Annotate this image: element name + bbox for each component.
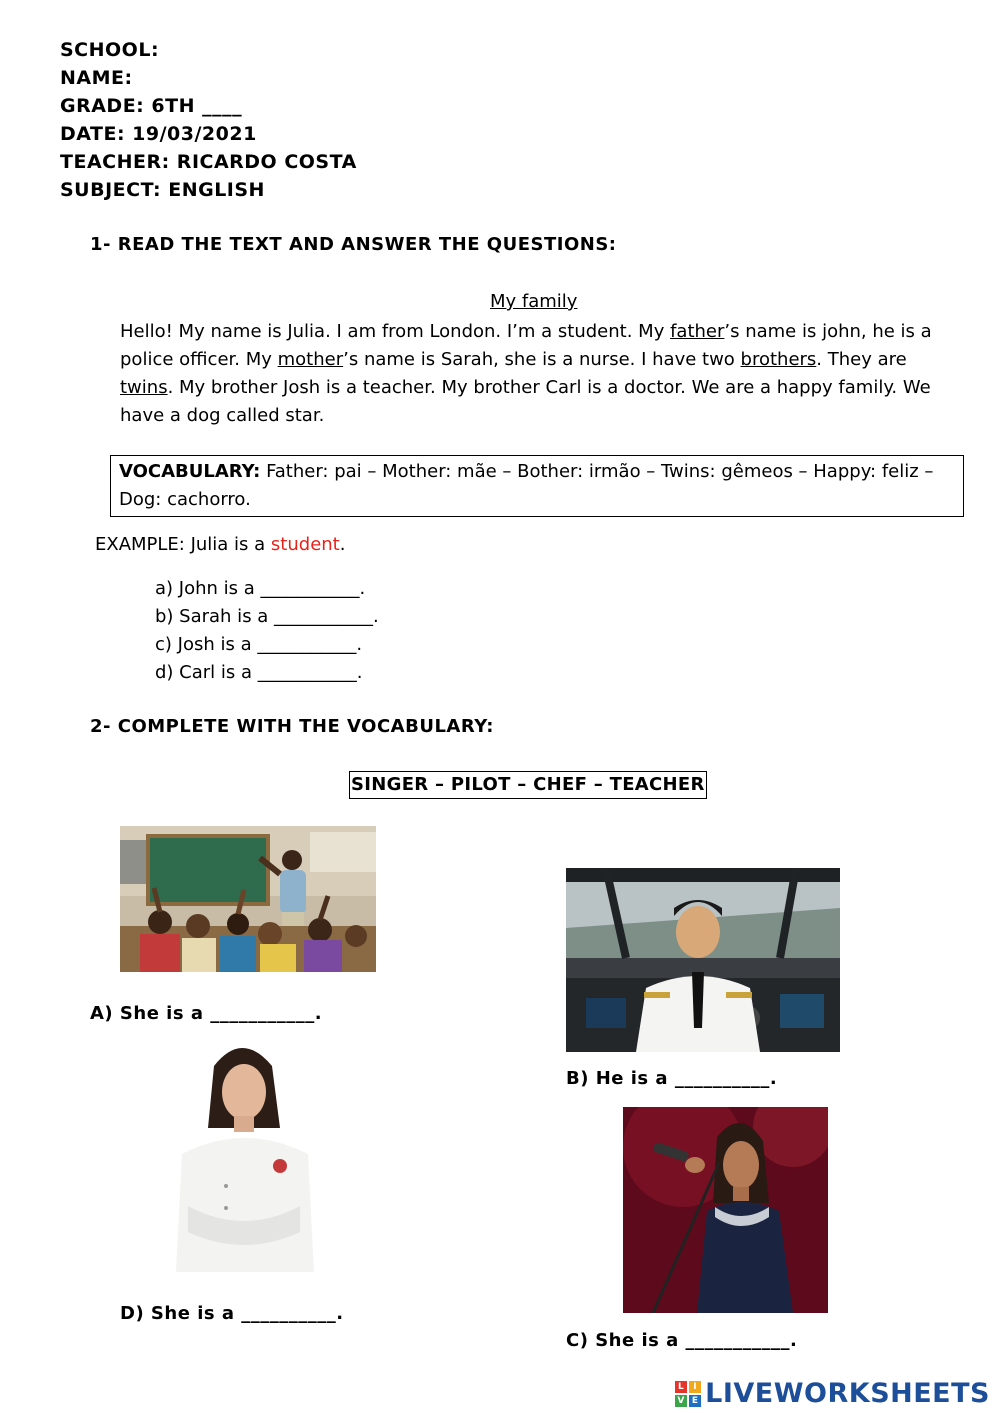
question-d[interactable]: d) Carl is a ___________. (155, 662, 363, 683)
underlined-word-twins: twins (120, 377, 168, 398)
caption-d[interactable]: D) She is a __________. (120, 1303, 344, 1324)
vocabulary-label: VOCABULARY: (119, 461, 261, 482)
grade-field: GRADE: 6TH ____ (60, 95, 243, 117)
example-answer: student (270, 534, 340, 555)
questions-list (155, 575, 379, 687)
logo-mark-letter: L (675, 1381, 687, 1393)
chef-photo (168, 1036, 322, 1272)
example-suffix: . (339, 534, 346, 555)
worksheet-header (60, 36, 357, 204)
logo-mark-letter: I (689, 1381, 701, 1393)
teacher-field: TEACHER: RICARDO COSTA (60, 151, 357, 173)
text-title: My family (490, 291, 578, 312)
name-field: NAME: (60, 67, 133, 89)
underlined-word-mother: mother (277, 349, 344, 370)
section1-heading: 1- READ THE TEXT AND ANSWER THE QUESTIONS: (90, 234, 617, 255)
caption-c[interactable]: C) She is a ___________. (566, 1330, 798, 1351)
singer-stage-photo (623, 1107, 828, 1313)
vocabulary-text: Father: pai – Mother: mãe – Bother: irmão – Twins: gêmeos – Happy: feliz – Dog: cachorro. (119, 461, 934, 510)
pilot-cockpit-photo (566, 868, 840, 1052)
passage-part: ’s name is Sarah, she is a nurse. I have two (343, 349, 741, 370)
passage-part: Hello! My name is Julia. I am from London. I’m a student. My (120, 321, 671, 342)
question-c[interactable]: c) Josh is a ___________. (155, 634, 363, 655)
date-field: DATE: 19/03/2021 (60, 123, 257, 145)
vocabulary-box (110, 455, 964, 517)
passage-part: . My brother Josh is a teacher. My brother Carl is a doctor. We are a happy family. We have a dog called star. (120, 377, 931, 426)
school-field: SCHOOL: (60, 39, 160, 61)
question-b[interactable]: b) Sarah is a ___________. (155, 606, 379, 627)
logo-text: LIVEWORKSHEETS (705, 1378, 990, 1409)
teacher-classroom-photo (120, 826, 376, 972)
logo-mark-letter: V (675, 1395, 687, 1407)
question-a[interactable]: a) John is a ___________. (155, 578, 366, 599)
reading-passage (120, 318, 960, 430)
example-prefix: EXAMPLE: Julia is a (95, 534, 271, 555)
subject-field: SUBJECT: ENGLISH (60, 179, 265, 201)
caption-a[interactable]: A) She is a ___________. (90, 1003, 323, 1024)
example-line (95, 534, 345, 555)
liveworksheets-logo-icon (675, 1381, 701, 1407)
section2-heading: 2- COMPLETE WITH THE VOCABULARY: (90, 716, 494, 737)
logo-mark-letter: E (689, 1395, 701, 1407)
caption-b[interactable]: B) He is a __________. (566, 1068, 778, 1089)
passage-part: . They are (816, 349, 907, 370)
underlined-word-brothers: brothers (740, 349, 817, 370)
underlined-word-father: father (670, 321, 725, 342)
word-bank: SINGER – PILOT – CHEF – TEACHER (349, 771, 707, 799)
liveworksheets-logo[interactable] (675, 1378, 990, 1409)
passage-part: ’s name is john, he is a police officer. My (120, 321, 932, 370)
